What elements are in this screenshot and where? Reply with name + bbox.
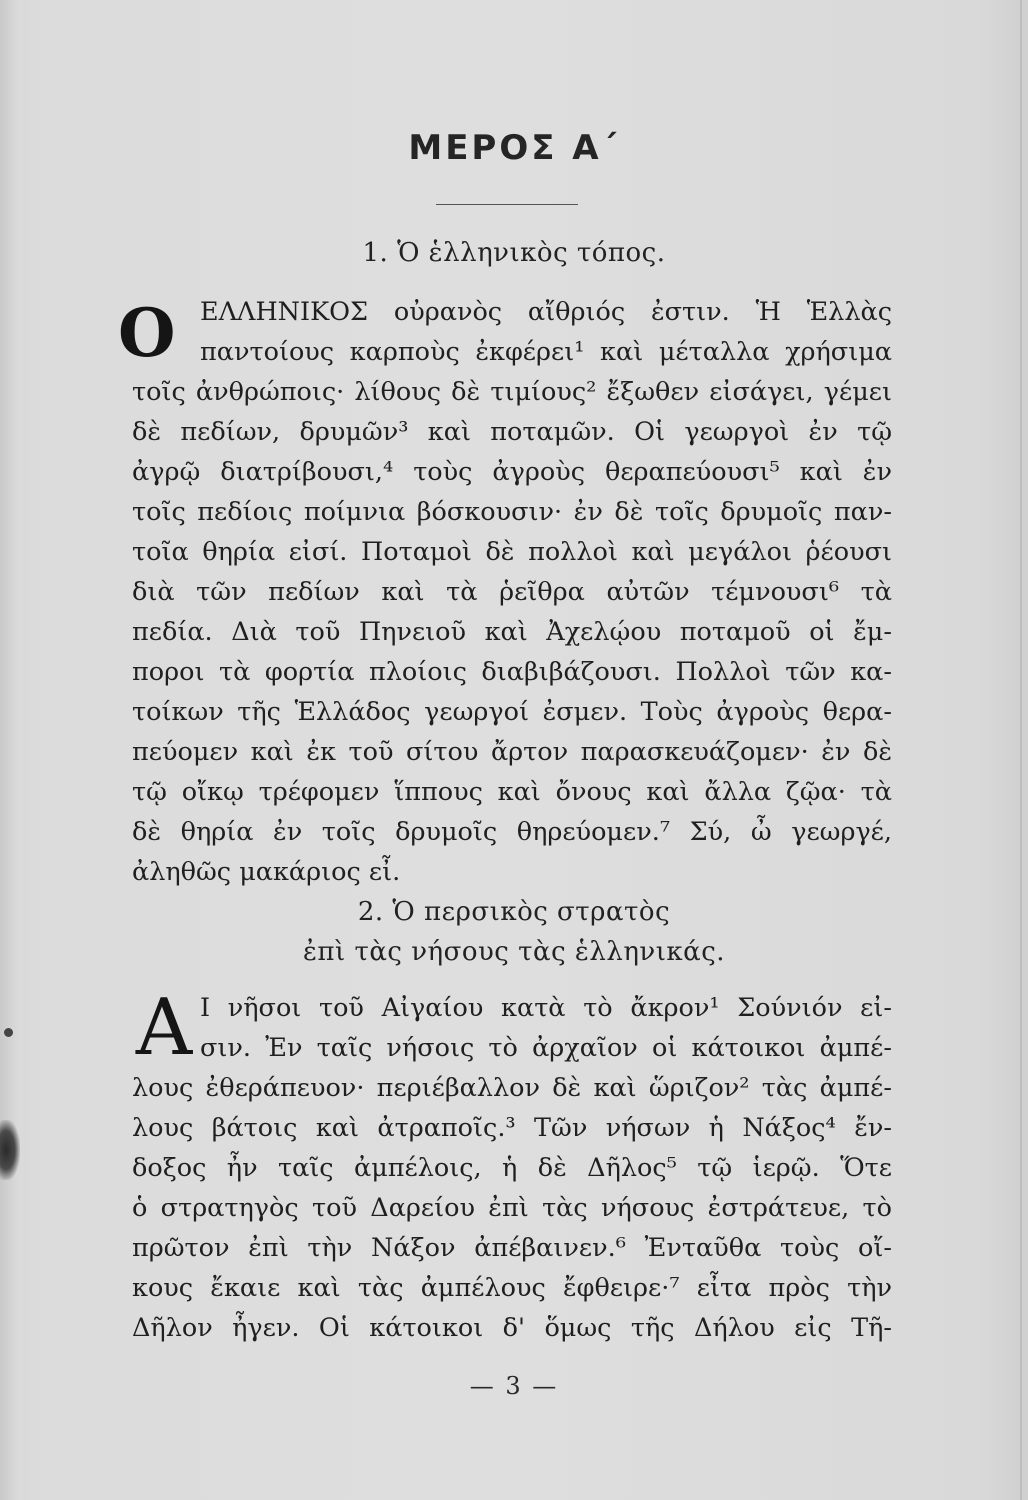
text-line: ὁ στρατηγὸς τοῦ Δαρείου ἐπὶ τὰς νήσους ἐστράτευε, τὸ <box>132 1193 892 1223</box>
ink-dot <box>4 1028 13 1037</box>
text-line: ποροι τὰ φορτία πλοίοις διαβιβάζουσι. Πολλοὶ τῶν κα- <box>132 657 892 687</box>
text-line: πεδία. Διὰ τοῦ Πηνειοῦ καὶ Ἀχελῴου ποταμοῦ οἱ ἔμ- <box>132 617 892 647</box>
text-line: τοῖα θηρία εἰσί. Ποταμοὶ δὲ πολλοὶ καὶ μεγάλοι ῥέουσι <box>132 537 892 567</box>
text-line: κους ἔκαιε καὶ τὰς ἀμπέλους ἔφθειρε·⁷ εἶτα πρὸς τὴν <box>132 1273 892 1303</box>
text-line: ἀγρῷ διατρίβουσι,⁴ τοὺς ἀγροὺς θεραπεύουσι⁵ καὶ ἐν <box>132 457 892 487</box>
text-line: σιν. Ἐν ταῖς νήσοις τὸ ἀρχαῖον οἱ κάτοικοι ἀμπέ- <box>200 1033 892 1063</box>
heading-rule <box>436 204 578 205</box>
text-line: δὲ θηρία ἐν τοῖς δρυμοῖς θηρεύομεν.⁷ Σύ, ὦ γεωργέ, <box>132 817 892 847</box>
section-2-title-line-1: 2. Ὁ περσικὸς στρατὸς <box>357 897 671 927</box>
text-line: τοίκων τῆς Ἑλλάδος γεωργοί ἐσμεν. Τοὺς ἀγροὺς θερα- <box>132 697 892 727</box>
text-line: ἀληθῶς μακάριος εἶ. <box>132 857 401 887</box>
text-line: τοῖς πεδίοις ποίμνια βόσκουσιν· ἐν δὲ τοῖς δρυμοῖς παν- <box>132 497 892 527</box>
text-line: Δῆλον ἦγεν. Οἱ κάτοικοι δ' ὅμως τῆς Δήλου εἰς Τῆ- <box>132 1313 892 1343</box>
text-line: πεύομεν καὶ ἐκ τοῦ σίτου ἄρτον παρασκευάζομεν· ἐν δὲ <box>132 737 892 767</box>
text-line: παντοίους καρποὺς ἐκφέρει¹ καὶ μέταλλα χρήσιμα <box>200 337 892 367</box>
text-line: λους ἐθεράπευον· περιέβαλλον δὲ καὶ ὥριζον² τὰς ἀμπέ- <box>132 1073 892 1103</box>
text-line: λους βάτοις καὶ ἀτραποῖς.³ Τῶν νήσων ἡ Νάξος⁴ ἔν- <box>132 1113 892 1143</box>
section-2-dropcap: Α <box>135 983 193 1073</box>
text-line: ΕΛΛΗΝΙΚΟΣ οὐρανὸς αἴθριός ἐστιν. Ἡ Ἑλλὰς <box>200 297 892 327</box>
page-number: — 3 — <box>469 1372 559 1400</box>
text-line: τῷ οἴκῳ τρέφομεν ἵππους καὶ ὄνους καὶ ἄλλα ζῷα· τὰ <box>132 777 892 807</box>
text-line: πρῶτον ἐπὶ τὴν Νάξον ἀπέβαινεν.⁶ Ἐνταῦθα τοὺς οἴ- <box>132 1233 892 1263</box>
part-heading: ΜΕΡΟΣ Α΄ <box>408 128 620 168</box>
text-line: Ι νῆσοι τοῦ Αἰγαίου κατὰ τὸ ἄκρον¹ Σούνιόν εἰ- <box>200 993 892 1023</box>
text-line: δοξος ἦν ταῖς ἀμπέλοις, ἡ δὲ Δῆλος⁵ τῷ ἱερῷ. Ὅτε <box>132 1153 892 1183</box>
section-1-title: 1. Ὁ ἑλληνικὸς τόπος. <box>362 238 666 268</box>
text-line: τοῖς ἀνθρώποις· λίθους δὲ τιμίους² ἔξωθεν εἰσάγει, γέμει <box>132 377 892 407</box>
section-1-dropcap: Ο <box>118 294 176 372</box>
ink-stain <box>0 1120 20 1180</box>
text-line: δὲ πεδίων, δρυμῶν³ καὶ ποταμῶν. Οἱ γεωργοὶ ἐν τῷ <box>132 417 892 447</box>
section-2-title-line-2: ἐπὶ τὰς νήσους τὰς ἑλληνικάς. <box>302 937 726 967</box>
text-line: διὰ τῶν πεδίων καὶ τὰ ῥεῖθρα αὐτῶν τέμνουσι⁶ τὰ <box>132 577 892 607</box>
